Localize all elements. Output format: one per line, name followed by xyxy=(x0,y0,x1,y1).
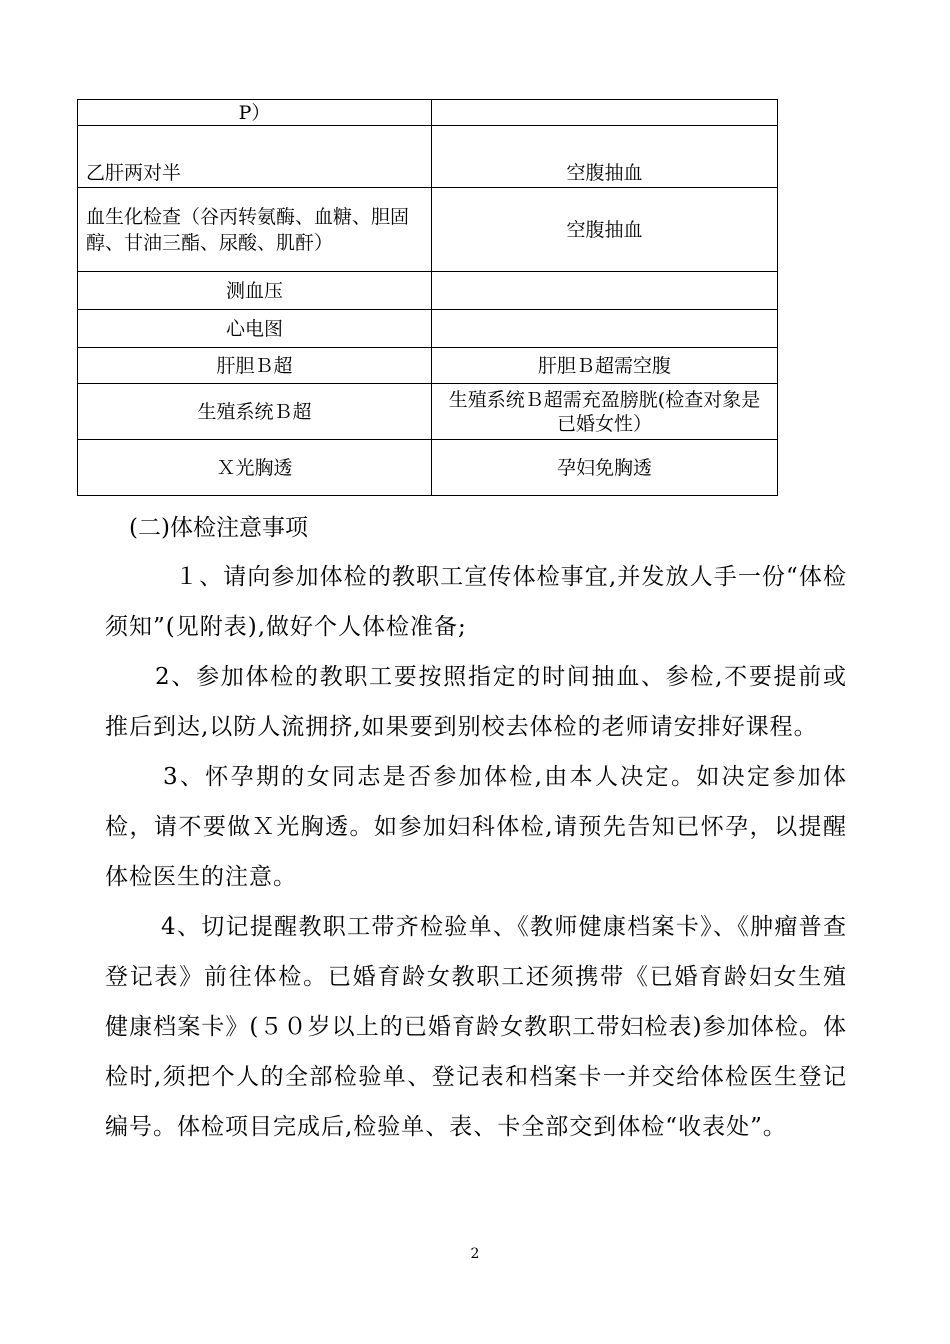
table-cell-note xyxy=(432,272,778,310)
table-row xyxy=(78,384,778,440)
section-heading: (二)体检注意事项 xyxy=(129,515,308,541)
table-row xyxy=(78,100,778,126)
table-cell-note: 孕妇免胸透 xyxy=(432,440,778,496)
note-paragraph: １、请向参加体检的教职工宣传体检事宜,并发放人手一份“体检须知”(见附表),做好个人体检准备; xyxy=(105,564,847,640)
exam-notes-section xyxy=(105,504,847,1152)
table-cell-note: 空腹抽血 xyxy=(432,126,778,188)
table-cell-item: 心电图 xyxy=(78,310,432,348)
page-number: 2 xyxy=(470,1246,480,1262)
table-cell-item: P） xyxy=(78,100,432,126)
table-row xyxy=(78,310,778,348)
table-cell-item: 生殖系统Ｂ超 xyxy=(78,384,432,440)
table-cell-item: Ｘ光胸透 xyxy=(78,440,432,496)
note-paragraph: 3、怀孕期的女同志是否参加体检,由本人决定。如决定参加体检，请不要做Ｘ光胸透。如参加妇科体检,请预先告知已怀孕，以提醒体检医生的注意。 xyxy=(105,764,847,890)
table-cell-note: 生殖系统Ｂ超需充盈膀胱(检查对象是已婚女性） xyxy=(432,384,778,440)
table-cell-note xyxy=(432,100,778,126)
table-cell-note: 肝胆Ｂ超需空腹 xyxy=(432,348,778,384)
table-row xyxy=(78,348,778,384)
table-row xyxy=(78,188,778,272)
table-cell-note xyxy=(432,310,778,348)
table-cell-item: 血生化检查（谷丙转氨酶、血糖、胆固醇、甘油三酯、尿酸、肌酐） xyxy=(78,188,432,272)
table-cell-item: 乙肝两对半 xyxy=(78,126,432,188)
table-cell-note: 空腹抽血 xyxy=(432,188,778,272)
note-paragraph: 2、参加体检的教职工要按照指定的时间抽血、参检,不要提前或推后到达,以防人流拥挤,如果要到别校去体检的老师请安排好课程。 xyxy=(105,664,847,740)
table-cell-item: 测血压 xyxy=(78,272,432,310)
table-row xyxy=(78,440,778,496)
exam-items-table xyxy=(77,99,778,496)
table-cell-item: 肝胆Ｂ超 xyxy=(78,348,432,384)
table-row xyxy=(78,272,778,310)
note-paragraph: 4、切记提醒教职工带齐检验单、《教师健康档案卡》、《肿瘤普查登记表》前往体检。已婚育龄女教职工还须携带《已婚育龄妇女生殖健康档案卡》(５０岁以上的已婚育龄女教职工带妇检表)参加体检。体检时,须把个人的全部检验单、登记表和档案卡一并交给体检医生登记编号。体检项目完成后,检验单、表、卡全部交到体检“收表处”。 xyxy=(105,914,847,1140)
table-row xyxy=(78,126,778,188)
